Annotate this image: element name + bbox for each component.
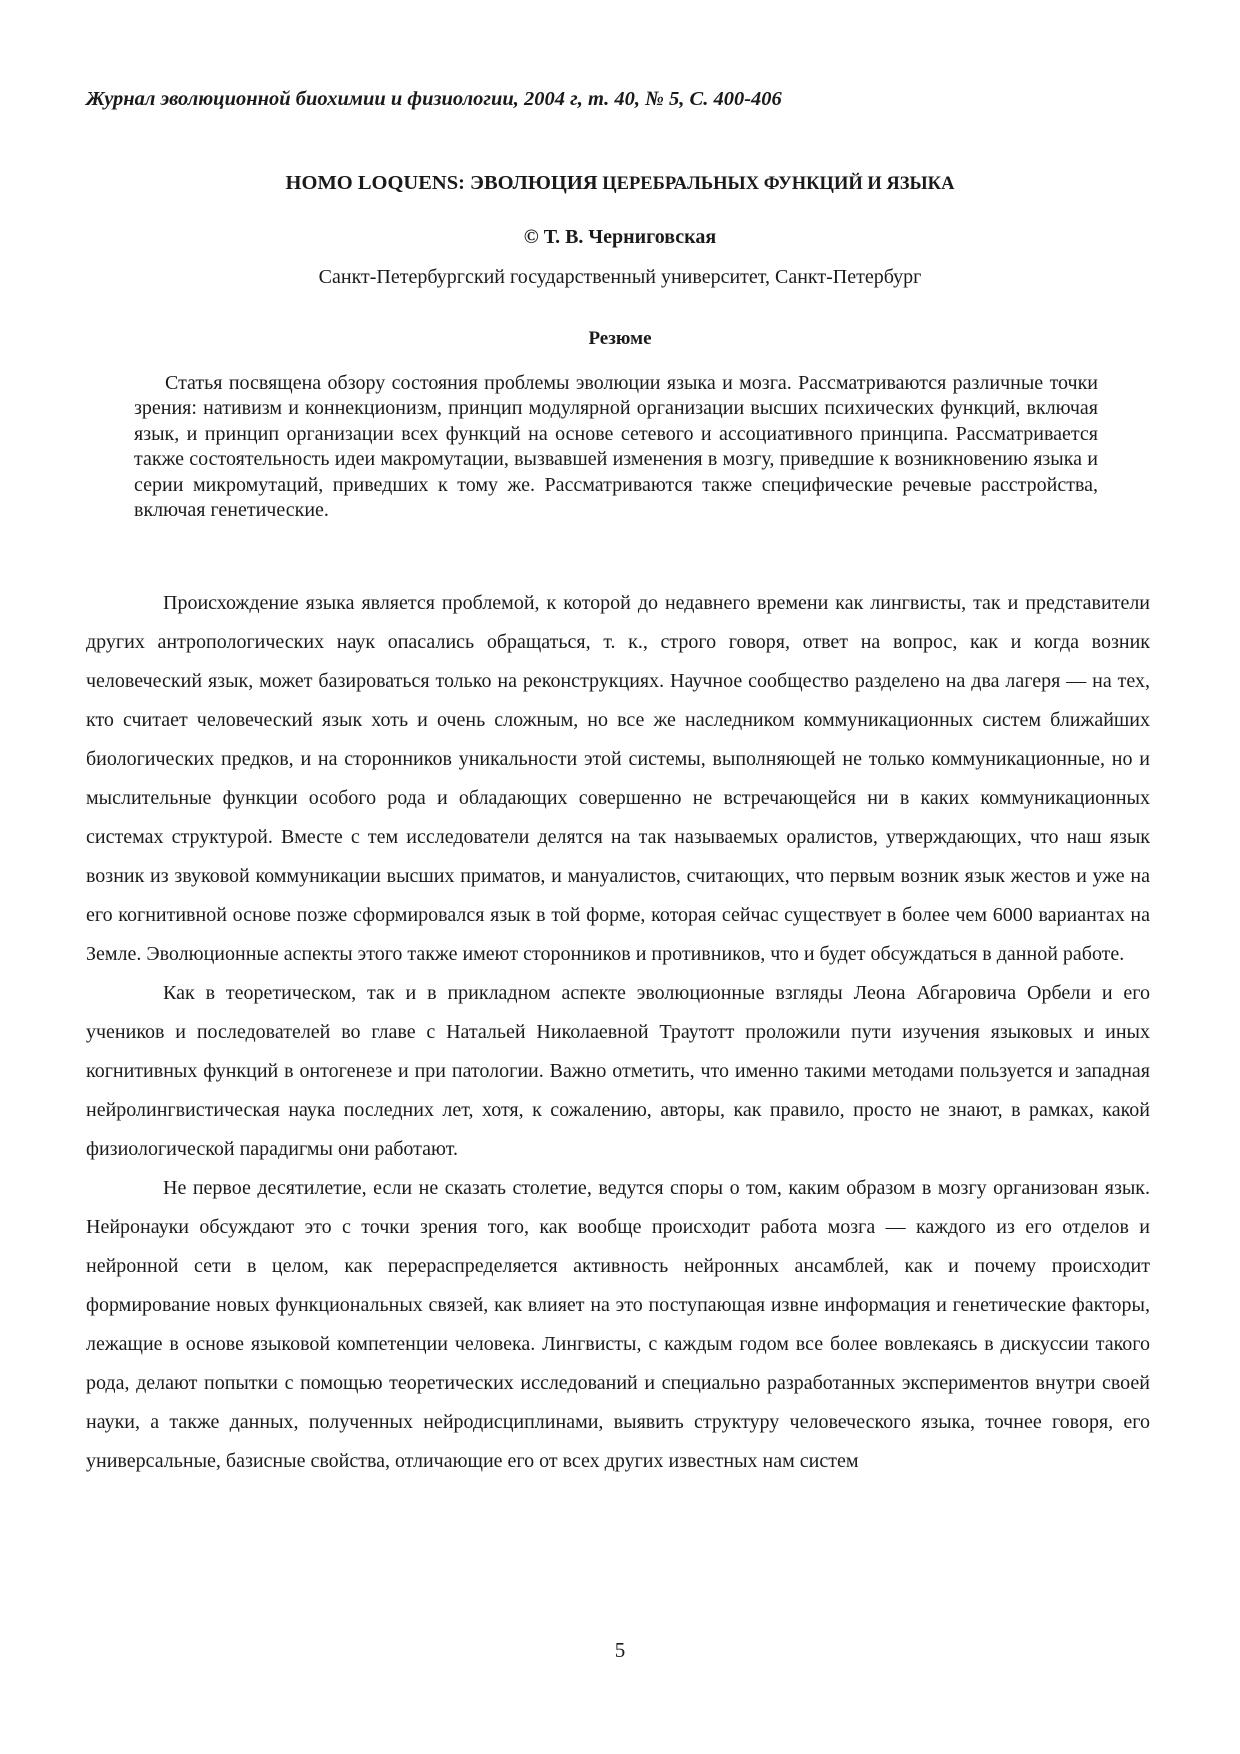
journal-citation: Журнал эволюционной биохимии и физиологии, 2004 г, т. 40, № 5, С. 400-406 bbox=[86, 88, 782, 110]
article-title-main: HOMO LOQUENS: ЭВОЛЮЦИЯ bbox=[285, 172, 598, 194]
body-paragraph: Не первое десятилетие, если не сказать столетие, ведутся споры о том, каким образом в мозгу организован язык. Нейронауки обсуждают это с точки зрения того, как вообще происходит работа мозга — каждого из его отделов и нейронной сети в целом, как перераспределяется активность нейронных ансамблей, как и почему происходит формирование новых функциональных связей, как влияет на это поступающая извне информация и генетические факторы, лежащие в основе языковой компетенции человека. Лингвисты, с каждым годом все более вовлекаясь в дискуссии такого рода, делают попытки с помощью теоретических исследований и специально разработанных экспериментов внутри своей науки, а также данных, полученных нейродисциплинами, выявить структуру человеческого языка, точнее говоря, его универсальные, базисные свойства, отличающие его от всех других известных нам систем bbox=[86, 1177, 1150, 1472]
article-author: © Т. В. Черниговская bbox=[523, 226, 717, 248]
body-paragraph: Как в теоретическом, так и в прикладном аспекте эволюционные взгляды Леона Абгаровича Орбели и его учеников и последователей во главе с Натальей Николаевной Траутотт проложили пути изучения языковых и иных когнитивных функций в онтогенезе и при патологии. Важно отметить, что именно такими методами пользуется и западная нейролингвистическая наука последних лет, хотя, к сожалению, авторы, как правило, просто не знают, в рамках, какой физиологической парадигмы они работают. bbox=[86, 982, 1150, 1160]
body-paragraph: Происхождение языка является проблемой, к которой до недавнего времени как лингвисты, так и представители других антропологических наук опасались обращаться, т. к., строго говоря, ответ на вопрос, как и когда возник человеческий язык, может базироваться только на реконструкциях. Научное сообщество разделено на два лагеря — на тех, кто считает человеческий язык хоть и очень сложным, но все же наследником коммуникационных систем ближайших биологических предков, и на сторонников уникальности этой системы, выполняющей не только коммуникационные, но и мыслительные функции особого рода и обладающих совершенно не встречающейся ни в каких коммуникационных системах структурой. Вместе с тем исследователи делятся на так называемых оралистов, утверждающих, что наш язык возник из звуковой коммуникации высших приматов, и мануалистов, считающих, что первым возник язык жестов и уже на его когнитивной основе позже сформировался язык в той форме, которая сейчас существует в более чем 6000 вариантах на Земле. Эволюционные аспекты этого также имеют сторонников и противников, что и будет обсуждаться в данной работе. bbox=[86, 592, 1150, 965]
page-number: 5 bbox=[614, 1638, 626, 1662]
article-body bbox=[86, 584, 1150, 1481]
author-affiliation: Санкт-Петербургский государственный университет, Санкт-Петербург bbox=[318, 266, 922, 288]
abstract-heading: Резюме bbox=[588, 328, 652, 349]
article-title-rest: ЦЕРЕБРАЛЬНЫХ ФУНКЦИЙ И ЯЗЫКА bbox=[597, 174, 955, 194]
abstract-text: Статья посвящена обзору состояния проблемы эволюции языка и мозга. Рассматриваются различные точки зрения: нативизм и коннекционизм, принцип модулярной организации высших психических функций, включая язык, и принцип организации всех функций на основе сетевого и ассоциативного принципа. Рассматривается также состоятельность идеи макромутации, вызвавшей изменения в мозгу, приведшие к возникновению языка и серии микромутаций, приведших к тому же. Рассматриваются также специфические речевые расстройства, включая генетические. bbox=[134, 372, 1098, 522]
article-title bbox=[0, 172, 1240, 195]
